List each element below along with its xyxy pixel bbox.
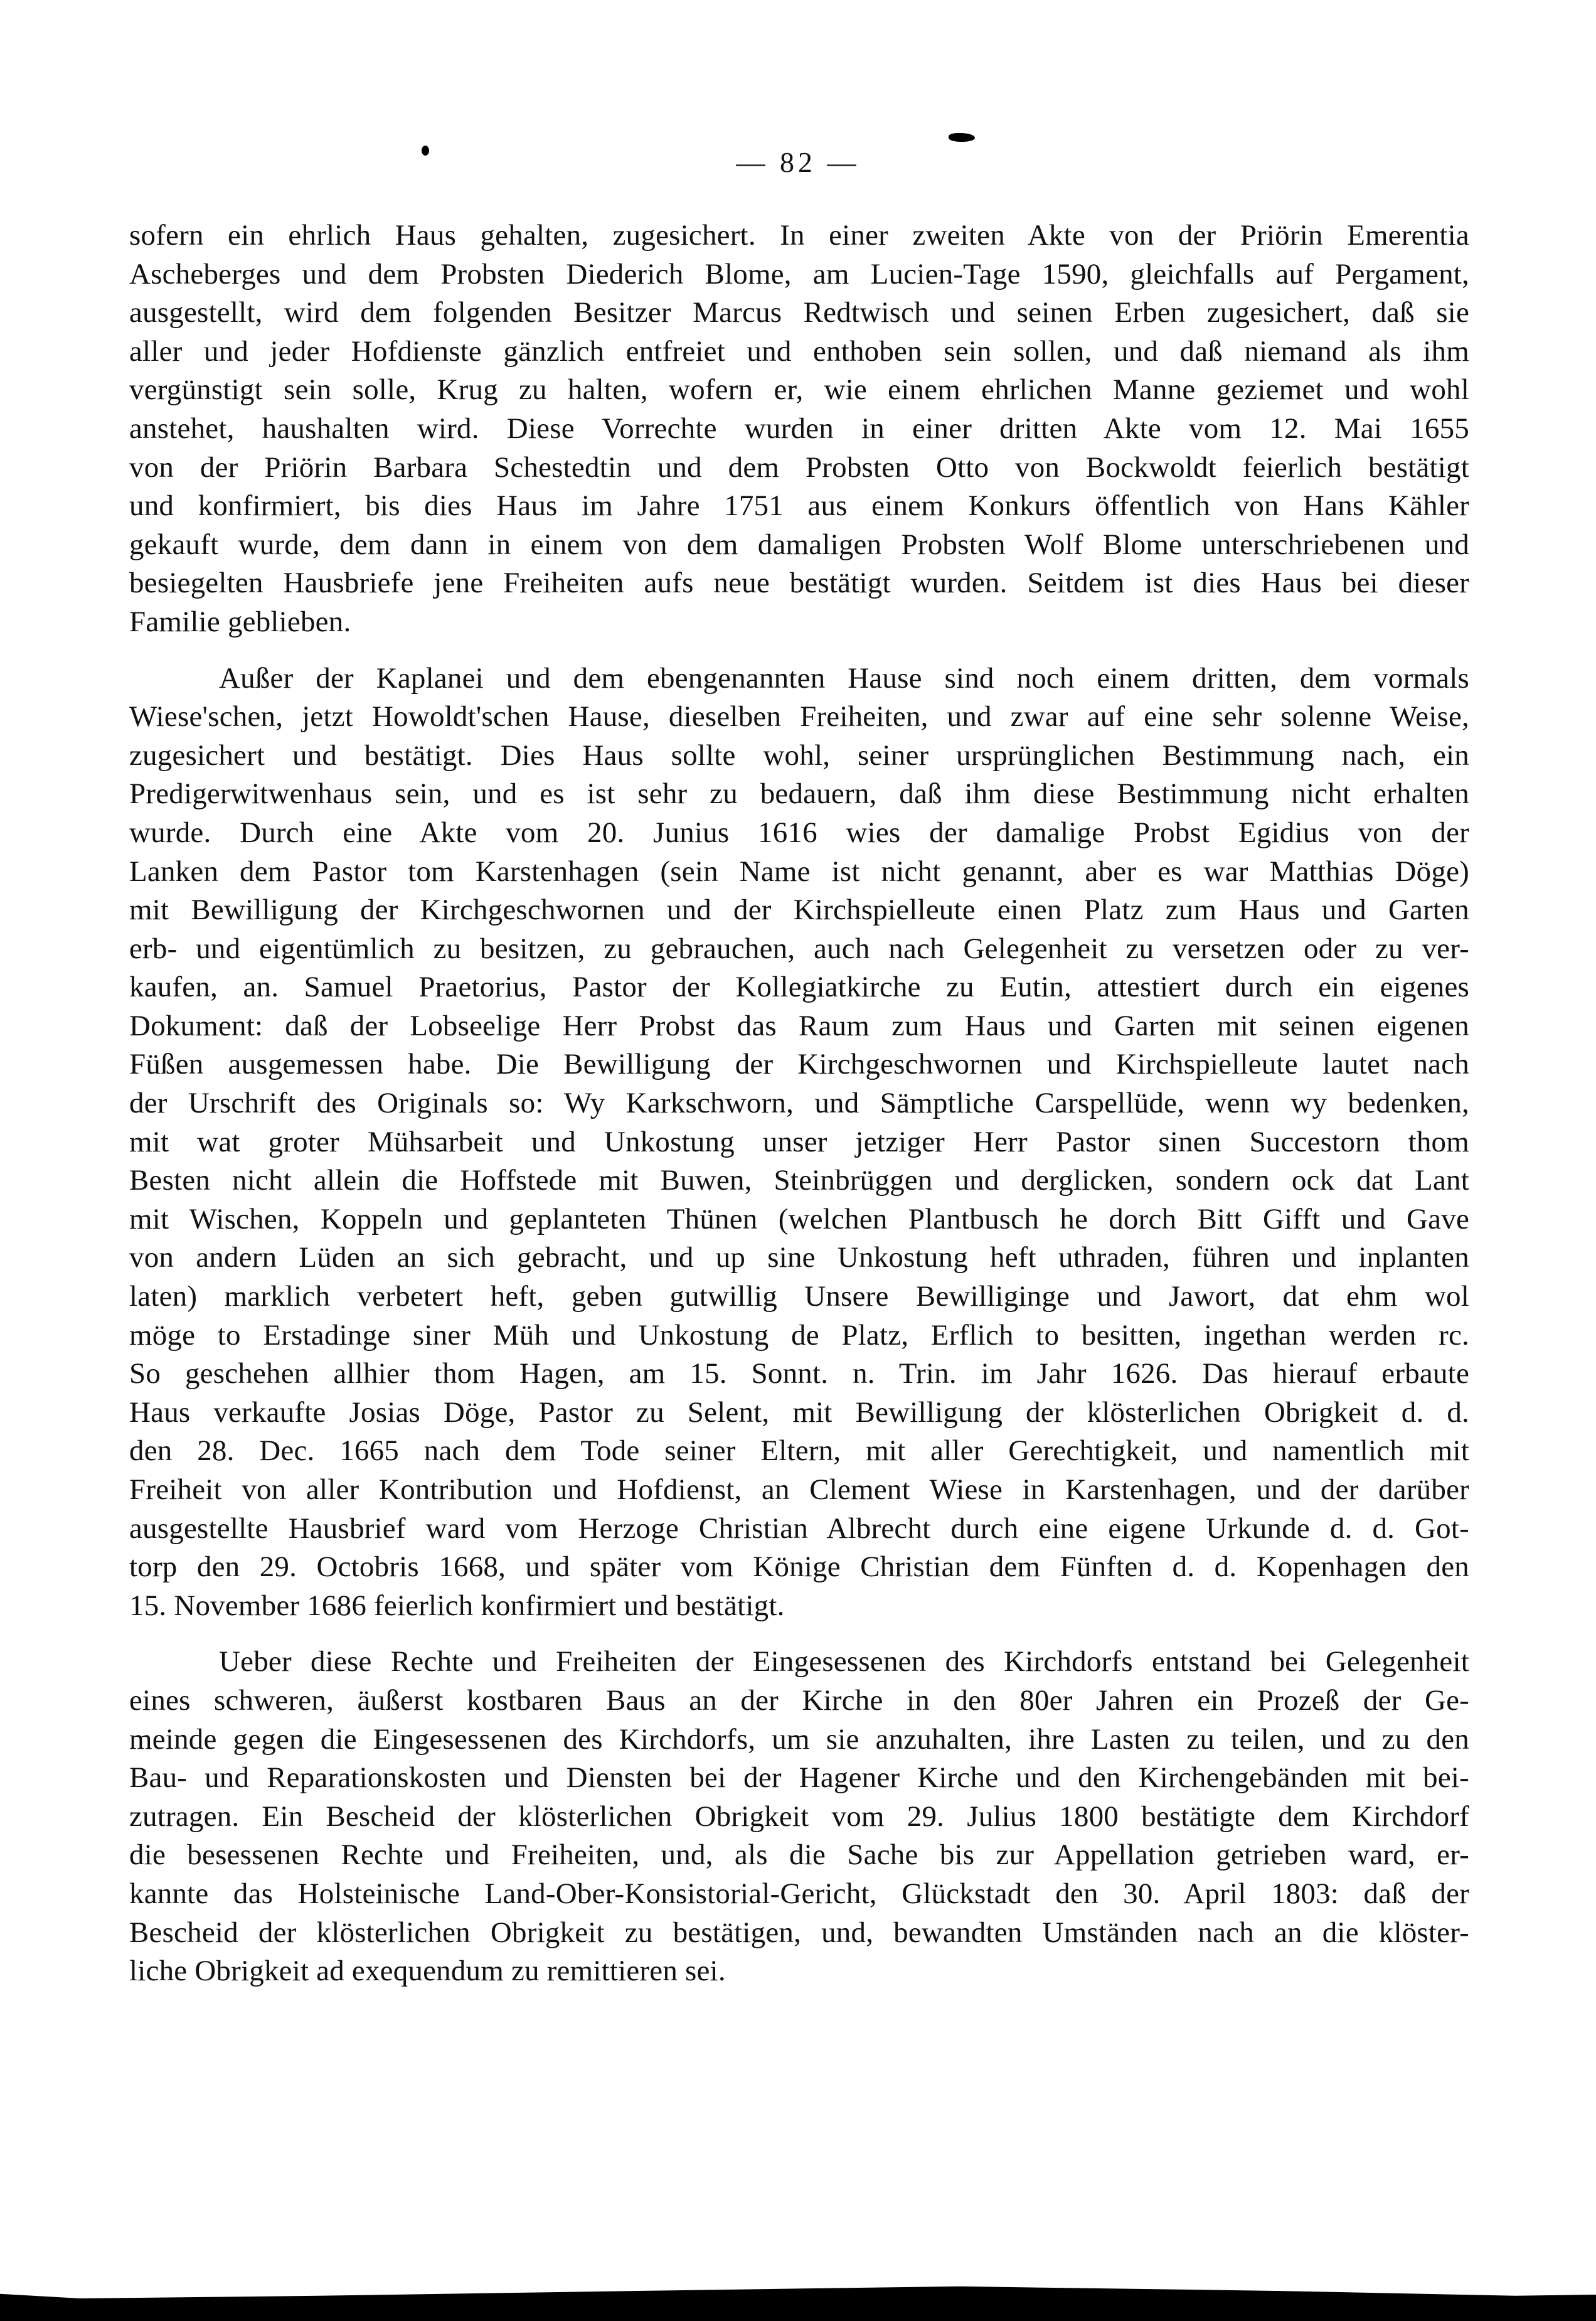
text-line: zutragen. Ein Bescheid der klösterlichen Obrigkeit vom 29. Julius 1800 bestätigte dem Kirchdorf	[129, 1800, 1469, 1833]
text-line: der Urschrift des Originals so: Wy Karkschworn, und Sämptliche Carspellüde, wenn wy bedenken,	[129, 1087, 1469, 1120]
text-line: Füßen ausgemessen habe. Die Bewilligung der Kirchgeschwornen und Kirchspielleute lautet nach	[129, 1048, 1469, 1081]
paragraph-3	[129, 1643, 1469, 1990]
text-line: sofern ein ehrlich Haus gehalten, zugesichert. In einer zweiten Akte von der Priörin Emerentia	[129, 219, 1469, 252]
text-line: kaufen, an. Samuel Praetorius, Pastor der Kollegiatkirche zu Eutin, attestiert durch ein eigenes	[129, 971, 1469, 1004]
text-line: Ascheberges und dem Probsten Diederich Blome, am Lucien-Tage 1590, gleichfalls auf Pergament,	[129, 257, 1469, 291]
text-line: Lanken dem Pastor tom Karstenhagen (sein Name ist nicht genannt, aber es war Matthias Döge)	[129, 855, 1469, 888]
text-line: mit Bewilligung der Kirchgeschwornen und der Kirchspielleute einen Platz zum Haus und Garten	[129, 894, 1469, 927]
text-line: zugesichert und bestätigt. Dies Haus sollte wohl, seiner ursprünglichen Bestimmung nach, ein	[129, 739, 1469, 772]
text-line: Wiese'schen, jetzt Howoldt'schen Hause, dieselben Freiheiten, und zwar auf eine sehr solenne Weise,	[129, 700, 1469, 734]
text-line: Dokument: daß der Lobseelige Herr Probst das Raum zum Haus und Garten mit seinen eigenen	[129, 1009, 1469, 1042]
paragraph-1	[129, 216, 1469, 642]
text-line: erb- und eigentümlich zu besitzen, zu gebrauchen, auch nach Gelegenheit zu versetzen oder zu ver-	[129, 932, 1469, 965]
text-line: von andern Lüden an sich gebracht, und up sine Unkostung heft uthraden, führen und inplanten	[129, 1241, 1469, 1274]
text-line: ausgestellt, wird dem folgenden Besitzer Marcus Redtwisch und seinen Erben zugesichert, daß sie	[129, 296, 1469, 329]
text-line: Ueber diese Rechte und Freiheiten der Eingesessenen des Kirchdorfs entstand bei Gelegenheit	[219, 1645, 1469, 1678]
text-line: den 28. Dec. 1665 nach dem Tode seiner Eltern, mit aller Gerechtigkeit, und namentlich mit	[129, 1434, 1469, 1468]
page-number: — 82 —	[736, 146, 860, 178]
text-line: Predigerwitwenhaus sein, und es ist sehr zu bedauern, daß ihm diese Bestimmung nicht erhalten	[129, 777, 1469, 811]
text-line: anstehet, haushalten wird. Diese Vorrechte wurden in einer dritten Akte vom 12. Mai 1655	[129, 412, 1469, 445]
text-line: mit wat groter Mühsarbeit und Unkostung unser jetziger Herr Pastor sinen Succestorn thom	[129, 1125, 1469, 1158]
text-line: und konfirmiert, bis dies Haus im Jahre 1751 aus einem Konkurs öffentlich von Hans Kähler	[129, 489, 1469, 523]
text-line: Bescheid der klösterlichen Obrigkeit zu bestätigen, und, bewandten Umständen nach an die klöster-	[129, 1916, 1469, 1949]
document-body	[129, 216, 1469, 1991]
text-line: gekauft wurde, dem dann in einem von dem damaligen Probsten Wolf Blome unterschriebenen und	[129, 528, 1469, 561]
text-line: möge to Erstadinge siner Müh und Unkostung de Platz, Erflich to besitten, ingethan werden rc.	[129, 1318, 1469, 1352]
text-line: wurde. Durch eine Akte vom 20. Junius 1616 wies der damalige Probst Egidius von der	[129, 816, 1469, 849]
text-line: vergünstigt sein solle, Krug zu halten, wofern er, wie einem ehrlichen Manne geziemet und wohl	[129, 373, 1469, 407]
text-line: 15. November 1686 feierlich konfirmiert und bestätigt.	[129, 1589, 785, 1622]
text-line: aller und jeder Hofdienste gänzlich entfreiet und enthoben sein sollen, und daß niemand als ihm	[129, 334, 1469, 368]
text-line: Freiheit von aller Kontribution und Hofdienst, an Clement Wiese in Karstenhagen, und der darüber	[129, 1473, 1469, 1506]
text-line: kannte das Holsteinische Land-Ober-Konsistorial-Gericht, Glückstadt den 30. April 1803: daß der	[129, 1877, 1469, 1910]
text-line: Familie geblieben.	[129, 605, 351, 638]
scan-speck	[949, 133, 975, 142]
text-line: liche Obrigkeit ad exequendum zu remittieren sei.	[129, 1955, 726, 1988]
paragraph-2	[129, 659, 1469, 1626]
text-line: meinde gegen die Eingesessenen des Kirchdorfs, um sie anzuhalten, ihre Lasten zu teilen, und zu den	[129, 1722, 1469, 1756]
text-line: Besten nicht allein die Hoffstede mit Buwen, Steinbrüggen und derglicken, sondern ock dat Lant	[129, 1164, 1469, 1197]
text-line: laten) marklich verbetert heft, geben gutwillig Unsere Bewilliginge und Jawort, dat ehm wol	[129, 1280, 1469, 1313]
text-line: eines schweren, äußerst kostbaren Baus an der Kirche in den 80er Jahren ein Prozeß der Ge-	[129, 1683, 1469, 1717]
text-line: ausgestellte Hausbrief ward vom Herzoge Christian Albrecht durch eine eigene Urkunde d. d. Got-	[129, 1512, 1469, 1545]
text-line: mit Wischen, Koppeln und geplanteten Thünen (welchen Plantbusch he dorch Bitt Gifft und Gave	[129, 1202, 1469, 1235]
scan-border	[0, 2283, 1596, 2321]
text-line: So geschehen allhier thom Hagen, am 15. Sonnt. n. Trin. im Jahr 1626. Das hierauf erbaute	[129, 1357, 1469, 1390]
text-line: Haus verkaufte Josias Döge, Pastor zu Selent, mit Bewilligung der klösterlichen Obrigkeit d. d.	[129, 1395, 1469, 1429]
text-line: besiegelten Hausbriefe jene Freiheiten aufs neue bestätigt wurden. Seitdem ist dies Haus bei dieser	[129, 567, 1469, 600]
text-line: Bau- und Reparationskosten und Diensten bei der Hagener Kirche und den Kirchengebänden mit bei-	[129, 1761, 1469, 1795]
text-line: die besessenen Rechte und Freiheiten, und, als die Sache bis zur Appellation getrieben ward, er-	[129, 1838, 1469, 1872]
text-line: von der Priörin Barbara Schestedtin und dem Probsten Otto von Bockwoldt feierlich bestätigt	[129, 451, 1469, 484]
text-line: torp den 29. Octobris 1668, und später vom Könige Christian dem Fünften d. d. Kopenhagen den	[129, 1550, 1469, 1584]
text-line: Außer der Kaplanei und dem ebengenannten Hause sind noch einem dritten, dem vormals	[219, 661, 1469, 695]
